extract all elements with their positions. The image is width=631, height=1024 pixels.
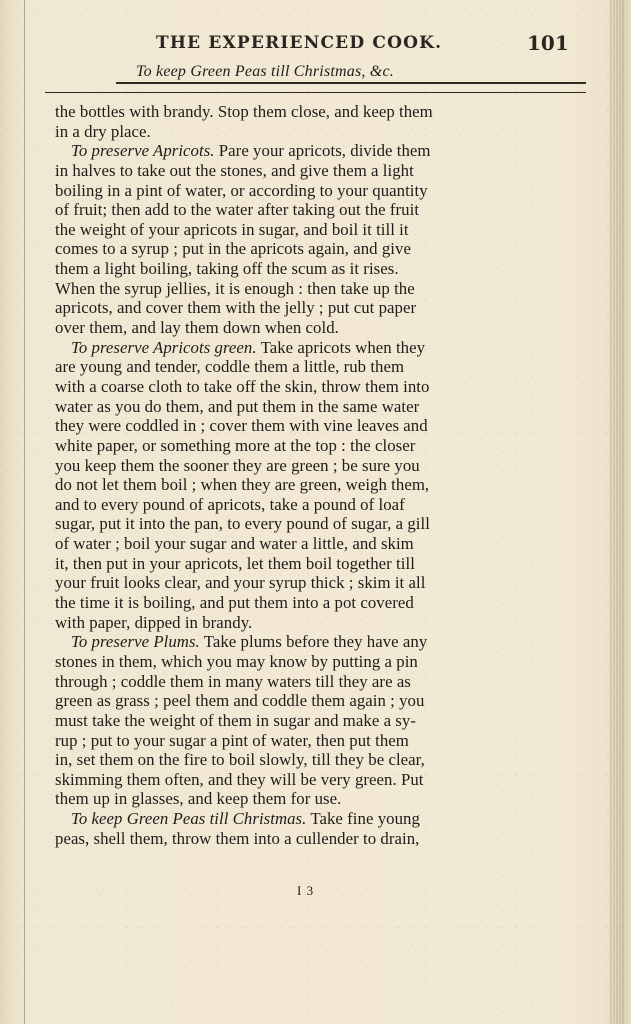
- book-title: THE EXPERIENCED COOK.: [156, 33, 443, 53]
- running-head: [156, 33, 576, 57]
- body-line: over them, and lay them down when cold.: [55, 318, 339, 338]
- signature-mark: I 3: [297, 883, 315, 898]
- body-line: the time it is boiling, and put them into a pot covered: [55, 593, 414, 613]
- body-line: the weight of your apricots in sugar, and boil it till it: [55, 219, 409, 239]
- recipe-text: [55, 102, 575, 848]
- body-line: [55, 338, 575, 358]
- body-line: with paper, dipped in brandy.: [55, 612, 253, 632]
- body-line: you keep them the sooner they are green ; be sure you: [55, 455, 420, 475]
- body-line: must take the weight of them in sugar and make a sy-: [55, 710, 416, 730]
- recipe-heading: To preserve Plums.: [71, 632, 200, 652]
- body-line-rest: Take plums before they have any: [203, 632, 428, 652]
- recipe-heading: To preserve Apricots green.: [71, 337, 257, 357]
- body-line-rest: Pare your apricots, divide them: [218, 141, 431, 161]
- body-line: skimming them often, and they will be very green. Put: [55, 769, 424, 789]
- body-line: it, then put in your apricots, let them boil together till: [55, 553, 415, 573]
- page-number: 101: [527, 31, 569, 55]
- section-title: To keep Green Peas till Christmas, &c.: [136, 63, 394, 80]
- body-line: sugar, put it into the pan, to every pound of sugar, a gill: [55, 514, 430, 534]
- body-line: rup ; put to your sugar a pint of water, then put them: [55, 730, 409, 750]
- body-line-rest: Take fine young: [310, 809, 420, 829]
- body-line: and to every pound of apricots, take a pound of loaf: [55, 494, 405, 514]
- section-rule: [45, 92, 586, 93]
- recipe-heading: To keep Green Peas till Christmas.: [71, 809, 307, 829]
- body-line-rest: Take apricots when they: [260, 337, 426, 357]
- body-line: of fruit; then add to the water after taking out the fruit: [55, 200, 420, 220]
- body-line: of water ; boil your sugar and water a little, and skim: [55, 534, 414, 554]
- body-line: in halves to take out the stones, and give them a light: [55, 160, 414, 180]
- body-line: [55, 809, 575, 829]
- body-line: them a light boiling, taking off the scum as it rises.: [55, 259, 399, 279]
- body-line: with a coarse cloth to take off the skin, throw them into: [55, 376, 430, 396]
- body-line: peas, shell them, throw them into a cullender to drain,: [55, 828, 420, 848]
- body-line: [55, 632, 575, 652]
- body-line: white paper, or something more at the top : the closer: [55, 435, 416, 455]
- body-line: stones in them, which you may know by putting a pin: [55, 651, 418, 671]
- body-line: the bottles with brandy. Stop them close, and keep them: [55, 102, 433, 121]
- body-line: water as you do them, and put them in the same water: [55, 396, 420, 416]
- page-edge-lines: [609, 0, 627, 1024]
- body-line: [55, 141, 575, 161]
- recipe-heading: To preserve Apricots.: [71, 141, 215, 161]
- body-line: apricots, and cover them with the jelly ; put cut paper: [55, 298, 417, 318]
- header-rule: [116, 82, 586, 84]
- body-line: comes to a syrup ; put in the apricots again, and give: [55, 239, 411, 259]
- body-line: them up in glasses, and keep them for use.: [55, 789, 342, 809]
- body-line: are young and tender, coddle them a little, rub them: [55, 357, 405, 377]
- body-line: When the syrup jellies, it is enough : then take up the: [55, 278, 415, 298]
- body-line: through ; coddle them in many waters till they are as: [55, 671, 411, 691]
- body-line: in a dry place.: [55, 121, 151, 141]
- body-line: green as grass ; peel them and coddle them again ; you: [55, 691, 425, 711]
- body-line: they were coddled in ; cover them with vine leaves and: [55, 416, 428, 436]
- page-binding-shadow: [0, 0, 30, 1024]
- body-line: your fruit looks clear, and your syrup thick ; skim it all: [55, 573, 426, 593]
- body-line: do not let them boil ; when they are green, weigh them,: [55, 475, 430, 495]
- body-line: in, set them on the fire to boil slowly, till they be clear,: [55, 750, 425, 770]
- body-line: boiling in a pint of water, or according to your quantity: [55, 180, 428, 200]
- left-page-edge: [24, 0, 25, 1024]
